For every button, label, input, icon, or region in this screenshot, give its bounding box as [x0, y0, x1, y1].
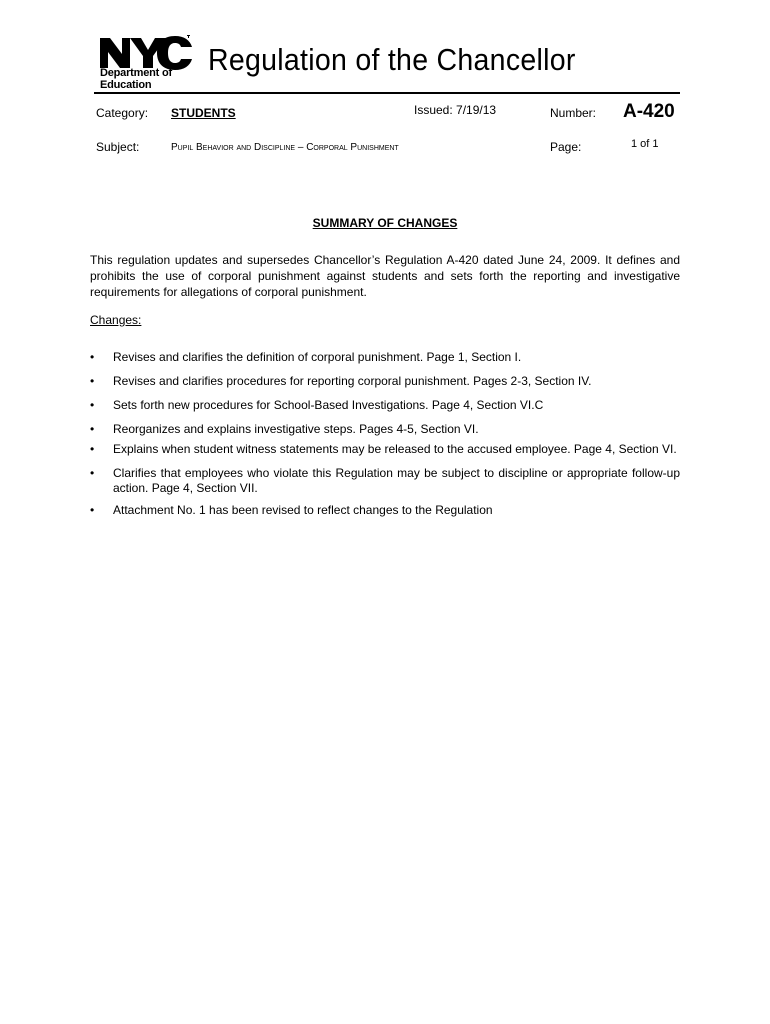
bullet-icon: • — [90, 374, 95, 388]
intro-paragraph: This regulation updates and supersedes Chancellor’s Regulation A-420 dated June 24, 2009. It defines and prohibits the use of corporal punishment against students and sets forth the reporting and investigative requirements for allegations of corporal punishment. — [90, 253, 680, 299]
header-rule — [94, 92, 680, 94]
bullet-icon: • — [90, 466, 95, 480]
list-item-text: Attachment No. 1 has been revised to reflect changes to the Regulation — [113, 503, 493, 517]
logo-education-text: Education — [100, 79, 152, 91]
list-item — [90, 466, 680, 496]
list-item-text: Sets forth new procedures for School-Based Investigations. Page 4, Section VI.C — [113, 398, 544, 412]
list-item — [90, 442, 680, 457]
summary-heading: SUMMARY OF CHANGES — [312, 216, 458, 230]
subject-value: Pupil Behavior and Discipline – Corporal Punishment — [171, 142, 399, 153]
list-item — [90, 503, 680, 518]
list-item-text: Reorganizes and explains investigative steps. Pages 4-5, Section VI. — [113, 422, 479, 436]
bullet-icon: • — [90, 398, 95, 412]
list-item — [90, 398, 680, 413]
bullet-icon: • — [90, 503, 95, 517]
number-label: Number: — [550, 106, 597, 120]
list-item-text: Clarifies that employees who violate this Regulation may be subject to discipline or appropriate follow-up action. Page 4, Section VII. — [113, 466, 680, 495]
bullet-icon: • — [90, 350, 95, 364]
nyc-wordmark-logo — [98, 34, 194, 70]
nyc-doe-logo — [98, 34, 198, 92]
logo-department-text: Department of — [100, 67, 172, 79]
changes-label — [90, 312, 141, 328]
changes-label-text: Changes — [90, 313, 139, 327]
document-title: Regulation of the Chancellor — [208, 42, 576, 77]
regulation-number: A-420 — [623, 101, 675, 122]
issued-date: Issued: 7/19/13 — [414, 103, 497, 117]
page-count: 1 of 1 — [631, 138, 659, 150]
category-value: STUDENTS — [171, 106, 236, 120]
list-item-text: Revises and clarifies the definition of corporal punishment. Page 1, Section I. — [113, 350, 522, 364]
list-item-text: Explains when student witness statements may be released to the accused employee. Page 4, Section VI. — [113, 442, 677, 456]
subject-label: Subject: — [96, 140, 140, 154]
bullet-icon: • — [90, 442, 95, 456]
changes-list — [90, 350, 680, 518]
list-item-text: Revises and clarifies procedures for reporting corporal punishment. Pages 2-3, Section IV. — [113, 374, 592, 388]
changes-label-colon: : — [138, 313, 142, 327]
list-item — [90, 350, 680, 365]
list-item — [90, 374, 680, 389]
bullet-icon: • — [90, 422, 95, 436]
page-label: Page: — [550, 140, 582, 154]
category-label: Category: — [96, 106, 149, 120]
list-item — [90, 422, 680, 437]
